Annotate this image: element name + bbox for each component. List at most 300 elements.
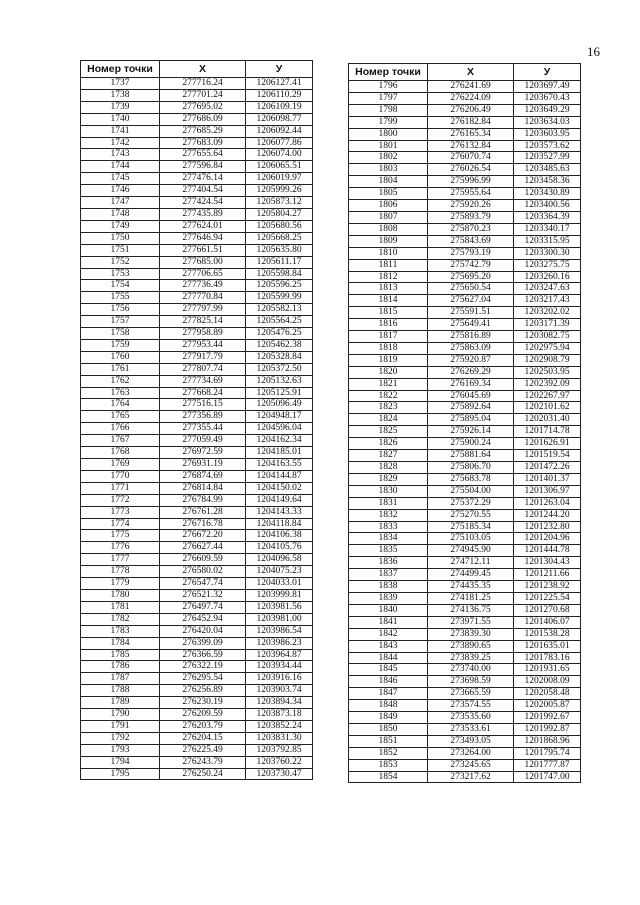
point-number-cell: 1794	[81, 756, 160, 768]
x-coordinate-cell: 275893.79	[428, 211, 514, 223]
y-coordinate-cell: 1204163.55	[246, 459, 313, 471]
y-coordinate-cell: 1202392.09	[514, 378, 581, 390]
point-number-cell: 1754	[81, 280, 160, 292]
point-number-cell: 1850	[349, 723, 428, 735]
x-coordinate-cell: 276026.54	[428, 164, 514, 176]
x-coordinate-cell: 277476.14	[160, 173, 246, 185]
point-number-cell: 1848	[349, 700, 428, 712]
y-coordinate-cell: 1203171.39	[514, 319, 581, 331]
x-coordinate-cell: 276420.04	[160, 625, 246, 637]
point-number-cell: 1810	[349, 247, 428, 259]
table-row	[349, 366, 581, 378]
table-row	[81, 339, 313, 351]
table-row	[81, 447, 313, 459]
y-coordinate-cell: 1203697.49	[514, 81, 581, 93]
table-row	[349, 557, 581, 569]
y-coordinate-cell: 1202101.62	[514, 402, 581, 414]
x-coordinate-cell: 275996.99	[428, 176, 514, 188]
table-row	[81, 601, 313, 613]
point-number-cell: 1836	[349, 557, 428, 569]
header-x: X	[428, 64, 514, 81]
table-row	[349, 104, 581, 116]
x-coordinate-cell: 273740.00	[428, 664, 514, 676]
y-coordinate-cell: 1203247.63	[514, 283, 581, 295]
table-row	[81, 637, 313, 649]
point-number-cell: 1806	[349, 200, 428, 212]
table-row	[349, 628, 581, 640]
y-coordinate-cell: 1203634.03	[514, 116, 581, 128]
y-coordinate-cell: 1205132.63	[246, 375, 313, 387]
point-number-cell: 1753	[81, 268, 160, 280]
x-coordinate-cell: 277770.84	[160, 292, 246, 304]
x-coordinate-cell: 277646.94	[160, 232, 246, 244]
x-coordinate-cell: 277661.51	[160, 244, 246, 256]
x-coordinate-cell: 275372.29	[428, 497, 514, 509]
x-coordinate-cell: 274712.11	[428, 557, 514, 569]
y-coordinate-cell: 1204075.23	[246, 566, 313, 578]
y-coordinate-cell: 1201795.74	[514, 747, 581, 759]
y-coordinate-cell: 1205599.99	[246, 292, 313, 304]
coordinates-table-right	[348, 63, 581, 783]
table-row	[81, 661, 313, 673]
point-number-cell: 1762	[81, 375, 160, 387]
table-row	[349, 354, 581, 366]
point-number-cell: 1837	[349, 569, 428, 581]
point-number-cell: 1770	[81, 470, 160, 482]
y-coordinate-cell: 1204162.34	[246, 435, 313, 447]
x-coordinate-cell: 277701.24	[160, 89, 246, 101]
table-row	[81, 613, 313, 625]
point-number-cell: 1738	[81, 89, 160, 101]
x-coordinate-cell: 277516.15	[160, 399, 246, 411]
point-number-cell: 1834	[349, 533, 428, 545]
y-coordinate-cell: 1201204.96	[514, 533, 581, 545]
x-coordinate-cell: 275793.19	[428, 247, 514, 259]
point-number-cell: 1838	[349, 581, 428, 593]
y-coordinate-cell: 1203603.95	[514, 128, 581, 140]
table-row	[349, 283, 581, 295]
table-row	[81, 125, 313, 137]
y-coordinate-cell: 1203364.39	[514, 211, 581, 223]
point-number-cell: 1852	[349, 747, 428, 759]
x-coordinate-cell: 274136.75	[428, 604, 514, 616]
table-row	[81, 161, 313, 173]
x-coordinate-cell: 276204.15	[160, 732, 246, 744]
table-row	[349, 211, 581, 223]
point-number-cell: 1769	[81, 459, 160, 471]
x-coordinate-cell: 273698.59	[428, 676, 514, 688]
point-number-cell: 1783	[81, 625, 160, 637]
table-row	[81, 399, 313, 411]
point-number-cell: 1784	[81, 637, 160, 649]
table-row	[349, 616, 581, 628]
point-number-cell: 1847	[349, 688, 428, 700]
table-row	[349, 581, 581, 593]
point-number-cell: 1757	[81, 316, 160, 328]
x-coordinate-cell: 275627.04	[428, 295, 514, 307]
point-number-cell: 1740	[81, 113, 160, 125]
point-number-cell: 1812	[349, 271, 428, 283]
y-coordinate-cell: 1203573.62	[514, 140, 581, 152]
x-coordinate-cell: 276256.89	[160, 685, 246, 697]
y-coordinate-cell: 1204149.64	[246, 494, 313, 506]
point-number-cell: 1814	[349, 295, 428, 307]
x-coordinate-cell: 273217.62	[428, 771, 514, 783]
x-coordinate-cell: 275591.51	[428, 307, 514, 319]
y-coordinate-cell: 1203852.24	[246, 720, 313, 732]
x-coordinate-cell: 276182.84	[428, 116, 514, 128]
table-row	[81, 208, 313, 220]
point-number-cell: 1764	[81, 399, 160, 411]
x-coordinate-cell: 277695.02	[160, 101, 246, 113]
table-row	[81, 185, 313, 197]
table-row	[81, 149, 313, 161]
x-coordinate-cell: 275695.20	[428, 271, 514, 283]
point-number-cell: 1767	[81, 435, 160, 447]
point-number-cell: 1760	[81, 351, 160, 363]
y-coordinate-cell: 1201304.43	[514, 557, 581, 569]
point-number-cell: 1742	[81, 137, 160, 149]
point-number-cell: 1746	[81, 185, 160, 197]
x-coordinate-cell: 276874.69	[160, 470, 246, 482]
y-coordinate-cell: 1203894.34	[246, 697, 313, 709]
y-coordinate-cell: 1205096.49	[246, 399, 313, 411]
table-header-row	[349, 64, 581, 81]
x-coordinate-cell: 275920.87	[428, 354, 514, 366]
x-coordinate-cell: 277404.54	[160, 185, 246, 197]
table-row	[349, 414, 581, 426]
point-number-cell: 1854	[349, 771, 428, 783]
table-row	[349, 592, 581, 604]
x-coordinate-cell: 274181.25	[428, 592, 514, 604]
y-coordinate-cell: 1202975.94	[514, 342, 581, 354]
table-row	[349, 176, 581, 188]
table-row	[81, 304, 313, 316]
y-coordinate-cell: 1206110.29	[246, 89, 313, 101]
y-coordinate-cell: 1206065.51	[246, 161, 313, 173]
table-row	[349, 378, 581, 390]
y-coordinate-cell: 1205596.25	[246, 280, 313, 292]
y-coordinate-cell: 1201232.80	[514, 521, 581, 533]
table-row	[349, 712, 581, 724]
y-coordinate-cell: 1203202.02	[514, 307, 581, 319]
table-row	[81, 220, 313, 232]
x-coordinate-cell: 277624.01	[160, 220, 246, 232]
x-coordinate-cell: 276230.19	[160, 697, 246, 709]
point-number-cell: 1763	[81, 387, 160, 399]
x-coordinate-cell: 276243.79	[160, 756, 246, 768]
point-number-cell: 1846	[349, 676, 428, 688]
x-coordinate-cell: 277953.44	[160, 339, 246, 351]
point-number-cell: 1748	[81, 208, 160, 220]
y-coordinate-cell: 1201444.78	[514, 545, 581, 557]
x-coordinate-cell: 277716.24	[160, 78, 246, 90]
point-number-cell: 1785	[81, 649, 160, 661]
y-coordinate-cell: 1203999.81	[246, 589, 313, 601]
table-row	[81, 232, 313, 244]
table-row	[81, 101, 313, 113]
table-row	[81, 768, 313, 780]
point-number-cell: 1851	[349, 735, 428, 747]
y-coordinate-cell: 1205564.25	[246, 316, 313, 328]
header-y: У	[514, 64, 581, 81]
x-coordinate-cell: 276322.19	[160, 661, 246, 673]
y-coordinate-cell: 1201931.65	[514, 664, 581, 676]
x-coordinate-cell: 277435.89	[160, 208, 246, 220]
point-number-cell: 1816	[349, 319, 428, 331]
point-number-cell: 1800	[349, 128, 428, 140]
point-number-cell: 1787	[81, 673, 160, 685]
table-row	[81, 506, 313, 518]
x-coordinate-cell: 274945.90	[428, 545, 514, 557]
y-coordinate-cell: 1203527.99	[514, 152, 581, 164]
x-coordinate-cell: 276225.49	[160, 744, 246, 756]
x-coordinate-cell: 273665.59	[428, 688, 514, 700]
point-number-cell: 1835	[349, 545, 428, 557]
y-coordinate-cell: 1201777.87	[514, 759, 581, 771]
point-number-cell: 1799	[349, 116, 428, 128]
table-row	[81, 113, 313, 125]
point-number-cell: 1802	[349, 152, 428, 164]
y-coordinate-cell: 1201306.97	[514, 485, 581, 497]
y-coordinate-cell: 1205680.56	[246, 220, 313, 232]
point-number-cell: 1811	[349, 259, 428, 271]
y-coordinate-cell: 1205999.26	[246, 185, 313, 197]
y-coordinate-cell: 1202031.40	[514, 414, 581, 426]
table-row	[349, 295, 581, 307]
y-coordinate-cell: 1203670.43	[514, 92, 581, 104]
table-header-row	[81, 61, 313, 78]
table-row	[349, 747, 581, 759]
table-row	[349, 116, 581, 128]
point-number-cell: 1773	[81, 506, 160, 518]
x-coordinate-cell: 276521.32	[160, 589, 246, 601]
table-row	[349, 390, 581, 402]
table-row	[349, 569, 581, 581]
point-number-cell: 1737	[81, 78, 160, 90]
table-row	[81, 685, 313, 697]
x-coordinate-cell: 276972.59	[160, 447, 246, 459]
header-point-number: Номер точки	[349, 64, 428, 81]
point-number-cell: 1813	[349, 283, 428, 295]
table-row	[349, 235, 581, 247]
y-coordinate-cell: 1204144.87	[246, 470, 313, 482]
y-coordinate-cell: 1203981.00	[246, 613, 313, 625]
y-coordinate-cell: 1201992.67	[514, 712, 581, 724]
x-coordinate-cell: 276269.29	[428, 366, 514, 378]
x-coordinate-cell: 276399.09	[160, 637, 246, 649]
x-coordinate-cell: 275881.64	[428, 450, 514, 462]
y-coordinate-cell: 1204143.33	[246, 506, 313, 518]
point-number-cell: 1755	[81, 292, 160, 304]
point-number-cell: 1795	[81, 768, 160, 780]
x-coordinate-cell: 276206.49	[428, 104, 514, 116]
table-row	[349, 402, 581, 414]
table-row	[81, 744, 313, 756]
table-row	[81, 137, 313, 149]
y-coordinate-cell: 1205873.12	[246, 197, 313, 209]
header-y: У	[246, 61, 313, 78]
table-row	[81, 316, 313, 328]
x-coordinate-cell: 273493.05	[428, 735, 514, 747]
point-number-cell: 1839	[349, 592, 428, 604]
table-row	[349, 497, 581, 509]
table-row	[81, 89, 313, 101]
table-row	[349, 164, 581, 176]
y-coordinate-cell: 1205668.25	[246, 232, 313, 244]
y-coordinate-cell: 1202005.87	[514, 700, 581, 712]
y-coordinate-cell: 1203275.75	[514, 259, 581, 271]
y-coordinate-cell: 1203400.56	[514, 200, 581, 212]
x-coordinate-cell: 276070.74	[428, 152, 514, 164]
point-number-cell: 1830	[349, 485, 428, 497]
point-number-cell: 1824	[349, 414, 428, 426]
point-number-cell: 1819	[349, 354, 428, 366]
y-coordinate-cell: 1203986.23	[246, 637, 313, 649]
y-coordinate-cell: 1206019.97	[246, 173, 313, 185]
point-number-cell: 1739	[81, 101, 160, 113]
y-coordinate-cell: 1206109.19	[246, 101, 313, 113]
x-coordinate-cell: 277356.89	[160, 411, 246, 423]
x-coordinate-cell: 276165.34	[428, 128, 514, 140]
table-row	[349, 331, 581, 343]
y-coordinate-cell: 1201238.92	[514, 581, 581, 593]
point-number-cell: 1820	[349, 366, 428, 378]
x-coordinate-cell: 277424.54	[160, 197, 246, 209]
y-coordinate-cell: 1204118.84	[246, 518, 313, 530]
x-coordinate-cell: 276547.74	[160, 578, 246, 590]
point-number-cell: 1759	[81, 339, 160, 351]
table-row	[349, 759, 581, 771]
table-row	[81, 256, 313, 268]
point-number-cell: 1853	[349, 759, 428, 771]
x-coordinate-cell: 276716.78	[160, 518, 246, 530]
point-number-cell: 1747	[81, 197, 160, 209]
point-number-cell: 1807	[349, 211, 428, 223]
y-coordinate-cell: 1201868.96	[514, 735, 581, 747]
point-number-cell: 1792	[81, 732, 160, 744]
point-number-cell: 1840	[349, 604, 428, 616]
y-coordinate-cell: 1201401.37	[514, 473, 581, 485]
table-row	[349, 450, 581, 462]
point-number-cell: 1829	[349, 473, 428, 485]
y-coordinate-cell: 1205598.84	[246, 268, 313, 280]
table-row	[349, 473, 581, 485]
y-coordinate-cell: 1205476.25	[246, 328, 313, 340]
x-coordinate-cell: 277686.09	[160, 113, 246, 125]
point-number-cell: 1741	[81, 125, 160, 137]
x-coordinate-cell: 275900.24	[428, 438, 514, 450]
y-coordinate-cell: 1204096.58	[246, 554, 313, 566]
y-coordinate-cell: 1201538.28	[514, 628, 581, 640]
y-coordinate-cell: 1201747.00	[514, 771, 581, 783]
table-row	[349, 200, 581, 212]
point-number-cell: 1822	[349, 390, 428, 402]
x-coordinate-cell: 276627.44	[160, 542, 246, 554]
table-row	[81, 518, 313, 530]
y-coordinate-cell: 1201244.20	[514, 509, 581, 521]
table-row	[81, 566, 313, 578]
x-coordinate-cell: 276295.54	[160, 673, 246, 685]
x-coordinate-cell: 276224.09	[428, 92, 514, 104]
point-number-cell: 1781	[81, 601, 160, 613]
point-number-cell: 1842	[349, 628, 428, 640]
table-row	[349, 247, 581, 259]
header-point-number: Номер точки	[81, 61, 160, 78]
table-row	[349, 771, 581, 783]
x-coordinate-cell: 275649.41	[428, 319, 514, 331]
y-coordinate-cell: 1202267.97	[514, 390, 581, 402]
table-row	[349, 521, 581, 533]
y-coordinate-cell: 1203315.95	[514, 235, 581, 247]
table-row	[81, 268, 313, 280]
x-coordinate-cell: 274499.45	[428, 569, 514, 581]
x-coordinate-cell: 275816.89	[428, 331, 514, 343]
point-number-cell: 1797	[349, 92, 428, 104]
table-row	[349, 700, 581, 712]
y-coordinate-cell: 1202008.09	[514, 676, 581, 688]
table-row	[81, 578, 313, 590]
point-number-cell: 1751	[81, 244, 160, 256]
y-coordinate-cell: 1203458.36	[514, 176, 581, 188]
x-coordinate-cell: 277736.49	[160, 280, 246, 292]
point-number-cell: 1744	[81, 161, 160, 173]
x-coordinate-cell: 274435.35	[428, 581, 514, 593]
point-number-cell: 1804	[349, 176, 428, 188]
table-row	[81, 435, 313, 447]
y-coordinate-cell: 1203260.16	[514, 271, 581, 283]
point-number-cell: 1844	[349, 652, 428, 664]
x-coordinate-cell: 277655.64	[160, 149, 246, 161]
x-coordinate-cell: 276366.59	[160, 649, 246, 661]
x-coordinate-cell: 277706.65	[160, 268, 246, 280]
point-number-cell: 1780	[81, 589, 160, 601]
table-row	[349, 92, 581, 104]
point-number-cell: 1833	[349, 521, 428, 533]
x-coordinate-cell: 275185.34	[428, 521, 514, 533]
x-coordinate-cell: 275504.00	[428, 485, 514, 497]
point-number-cell: 1779	[81, 578, 160, 590]
header-x: X	[160, 61, 246, 78]
point-number-cell: 1761	[81, 363, 160, 375]
table-row	[349, 485, 581, 497]
table-row	[81, 197, 313, 209]
table-row	[349, 140, 581, 152]
coordinates-table-left	[80, 60, 313, 780]
y-coordinate-cell: 1205635.80	[246, 244, 313, 256]
table-row	[81, 709, 313, 721]
x-coordinate-cell: 276672.20	[160, 530, 246, 542]
point-number-cell: 1809	[349, 235, 428, 247]
point-number-cell: 1826	[349, 438, 428, 450]
table-row	[81, 328, 313, 340]
point-number-cell: 1777	[81, 554, 160, 566]
y-coordinate-cell: 1203430.89	[514, 188, 581, 200]
table-row	[81, 673, 313, 685]
x-coordinate-cell: 277734.69	[160, 375, 246, 387]
x-coordinate-cell: 277797.99	[160, 304, 246, 316]
y-coordinate-cell: 1206074.00	[246, 149, 313, 161]
x-coordinate-cell: 276580.02	[160, 566, 246, 578]
y-coordinate-cell: 1203340.17	[514, 223, 581, 235]
x-coordinate-cell: 275955.64	[428, 188, 514, 200]
point-number-cell: 1796	[349, 81, 428, 93]
point-number-cell: 1805	[349, 188, 428, 200]
x-coordinate-cell: 276169.34	[428, 378, 514, 390]
point-number-cell: 1849	[349, 712, 428, 724]
y-coordinate-cell: 1204948.17	[246, 411, 313, 423]
point-number-cell: 1808	[349, 223, 428, 235]
